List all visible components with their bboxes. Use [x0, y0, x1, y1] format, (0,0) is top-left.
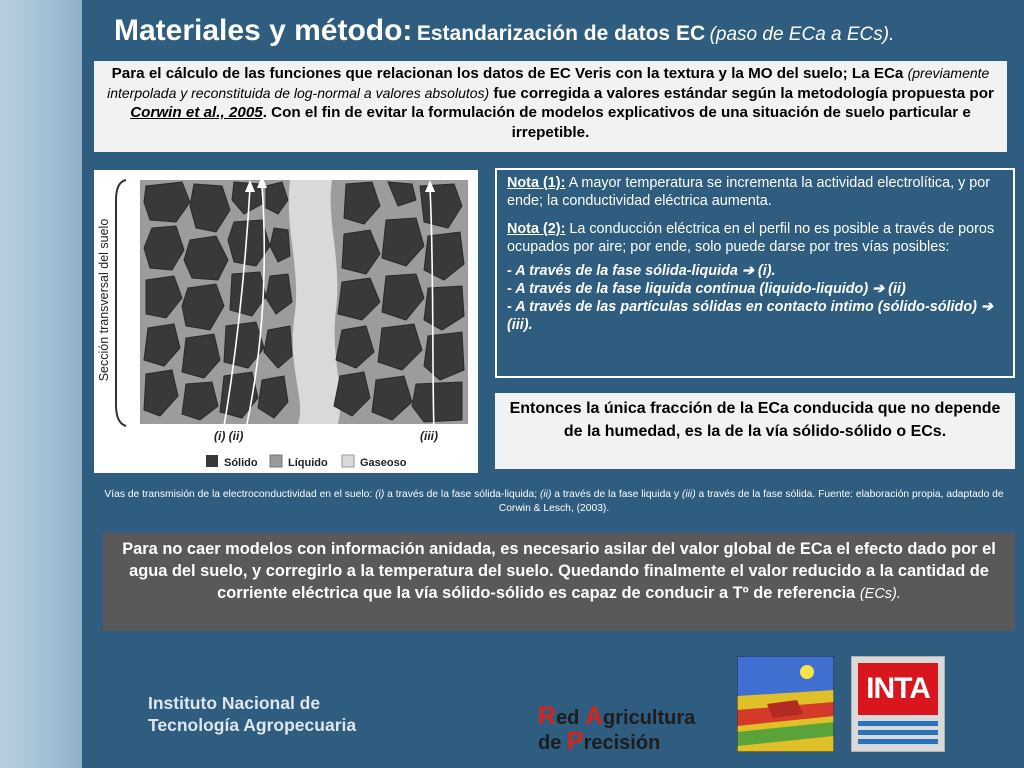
- summary-text: Para no caer modelos con información anidada, es necesario asilar del valor global de ECa el efecto dado por el agua del suelo, y corregirlo a la temperatura del suelo. Quedando finalmente el valor reducido a la cantidad de corriente eléctrica que la vía sólido-sólido es capaz de conducir a Tº de referencia: [122, 540, 996, 602]
- caption-iii: (iii): [681, 489, 696, 500]
- figure-caption: [104, 488, 1004, 516]
- note-2: [507, 220, 1003, 256]
- list-item: - A través de las partículas sólidas en contacto intimo (sólido-sólido) ➔ (iii).: [507, 299, 993, 333]
- legend-liquid-swatch: [270, 455, 282, 467]
- intro-text-3: fue corregida a valores estándar según la metodología propuesta por: [489, 84, 994, 102]
- note-1-text: A mayor temperatura se incrementa la actividad electrolítica, y por ende; la conductividad eléctrica aumenta.: [507, 175, 991, 209]
- intro-text-1: Para el cálculo de las funciones que relacionan los datos de EC Veris con la textura y la MO del suelo; La ECa: [111, 65, 904, 82]
- legend-gas-label: Gaseoso: [360, 457, 407, 469]
- section-bracket: [116, 180, 126, 426]
- list-item: - A través de la fase liquida continua (liquido-liquido) ➔ (ii): [507, 281, 906, 297]
- intro-reference-link[interactable]: Corwin et al., 2005: [130, 104, 263, 121]
- note-1-label: Nota (1):: [507, 175, 566, 191]
- caption-text: a través de la fase sólida-liquida;: [384, 489, 540, 500]
- intro-italic: (previamente interpolada y reconstituida de log-normal a valores absolutos): [107, 65, 990, 101]
- title-main: Materiales y método:: [114, 14, 413, 47]
- title-sub: Estandarización de datos EC: [416, 22, 706, 45]
- title-paren: (paso de ECa a ECs).: [709, 24, 895, 45]
- legend-gas-swatch: [342, 455, 354, 467]
- path-iii-label: (iii): [420, 429, 438, 443]
- institute-line-1: Instituto Nacional de: [148, 693, 321, 713]
- institute-name: [148, 692, 356, 736]
- caption-text: Vías de transmisión de la electroconductividad en el suelo:: [104, 489, 376, 500]
- intro-text-4: . Con el fin de evitar la formulación de modelos explicativos de una situación de suelo particular e irrepetible.: [262, 104, 971, 141]
- legend-solid-swatch: [206, 455, 218, 467]
- note-1: [507, 174, 1003, 210]
- left-decorative-bar: [0, 0, 82, 768]
- conduction-paths-list: [507, 262, 1003, 334]
- note-2-text: La conducción eléctrica en el perfil no es posible a través de poros ocupados por aire; por ende, solo puede darse por tres vías posibles:: [507, 221, 995, 255]
- red-agricultura-precision-logo: Red Agricultura de Precisión: [538, 702, 696, 755]
- soil-cross-section-figure: [94, 170, 478, 473]
- intro-box: [94, 61, 1007, 152]
- inta-logo-text: INTA: [858, 663, 938, 715]
- summary-italic: (ECs).: [859, 586, 901, 602]
- legend-solid-label: Sólido: [224, 457, 258, 469]
- soil-diagram: [94, 170, 478, 473]
- caption-text: a través de la fase sólida. Fuente: elaboración propia, adaptado de Corwin & Lesch, (2003).: [498, 489, 1004, 514]
- summary-box: [103, 533, 1015, 631]
- precision-agriculture-image: [737, 656, 834, 752]
- inta-logo: [851, 656, 945, 752]
- notes-box: [495, 168, 1015, 378]
- institute-line-2: Tecnología Agropecuaria: [148, 715, 357, 735]
- caption-text: a través de la fase liquida y: [551, 489, 682, 500]
- note-2-label: Nota (2):: [507, 221, 566, 237]
- paths-i-ii-label: (i) (ii): [214, 429, 244, 443]
- caption-i: (i): [375, 489, 385, 500]
- conclusion-box: Entonces la única fracción de la ECa conducida que no depende de la humedad, es la de la vía sólido-sólido o ECs.: [495, 393, 1015, 469]
- legend-liquid-label: Líquido: [288, 457, 328, 469]
- caption-ii: (ii): [539, 489, 552, 500]
- list-item: - A través de la fase sólida-liquida ➔ (i).: [507, 263, 776, 279]
- slide-title: [114, 14, 1014, 48]
- axis-label: Sección transversal del suelo: [97, 218, 111, 382]
